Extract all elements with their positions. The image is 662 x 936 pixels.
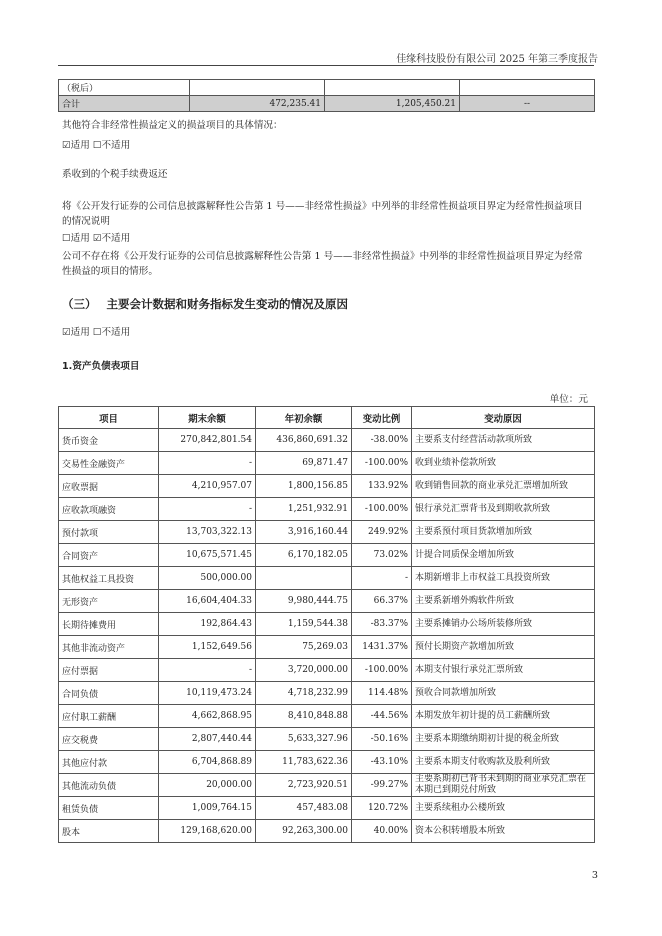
change-ratio-cell: -: [352, 567, 412, 590]
change-reason-cell: 主要系支付经营活动款项所致: [412, 429, 595, 452]
change-ratio-cell: -50.16%: [352, 728, 412, 751]
opening-balance-cell: 436,860,691.32: [256, 429, 352, 452]
ending-balance-cell: 10,119,473.24: [159, 682, 256, 705]
ending-balance-cell: 4,210,957.07: [159, 475, 256, 498]
applicable-options-2: ☐适用 ☑不适用: [62, 233, 131, 244]
section-heading: [62, 296, 348, 312]
ending-balance-cell: 10,675,571.45: [159, 544, 256, 567]
table-row: [59, 498, 595, 521]
report-header-title: 佳缘科技股份有限公司 2025 年第三季度报告: [396, 54, 598, 65]
ending-balance-cell: 4,662,868.95: [159, 705, 256, 728]
item-name-cell: 应付票据: [59, 659, 159, 682]
opening-balance-cell: 5,633,327.96: [256, 728, 352, 751]
summary-value-cell: [325, 80, 460, 96]
opening-balance-cell: 3,916,160.44: [256, 521, 352, 544]
table-row: [59, 820, 595, 843]
ending-balance-cell: -: [159, 498, 256, 521]
opening-balance-cell: 9,980,444.75: [256, 590, 352, 613]
change-ratio-cell: -100.00%: [352, 452, 412, 475]
section-number: （三）: [62, 297, 97, 311]
balance-sheet-changes-table: [58, 406, 595, 843]
column-header: 年初余额: [256, 407, 352, 429]
section-title: 主要会计数据和财务指标发生变动的情况及原因: [106, 297, 348, 311]
change-ratio-cell: -44.56%: [352, 705, 412, 728]
summary-value-cell: [460, 80, 595, 96]
opening-balance-cell: 69,871.47: [256, 452, 352, 475]
table-row: [59, 636, 595, 659]
other-items-note: 其他符合非经常性损益定义的损益项目的具体情况：: [62, 120, 283, 131]
table-row: [59, 429, 595, 452]
no-reclassification-statement: 公司不存在将《公开发行证券的公司信息披露解释性公告第 1 号——非经常性损益》中列举的非经常性损益项目界定为经常性损益的项目的情形。: [62, 251, 583, 277]
opening-balance-cell: 2,723,920.51: [256, 774, 352, 797]
reclassification-note: 将《公开发行证券的公司信息披露解释性公告第 1 号——非经常性损益》中列举的非经常性损益项目界定为经常性损益项目的情况说明: [62, 201, 583, 227]
balance-sheet-subheading: 1.资产负债表项目: [62, 361, 140, 372]
opening-balance-cell: [256, 567, 352, 590]
item-name-cell: 长期待摊费用: [59, 613, 159, 636]
table-row: [59, 452, 595, 475]
ending-balance-cell: -: [159, 452, 256, 475]
item-name-cell: 其他权益工具投资: [59, 567, 159, 590]
nonrecurring-summary-table: [58, 79, 595, 112]
ending-balance-cell: 16,604,404.33: [159, 590, 256, 613]
change-ratio-cell: 66.37%: [352, 590, 412, 613]
table-row: [59, 705, 595, 728]
tax-refund-note: 系收到的个税手续费返还: [62, 169, 168, 180]
table-row: [59, 590, 595, 613]
change-reason-cell: 本期发放年初计提的员工薪酬所致: [412, 705, 595, 728]
summary-value-cell: 472,235.41: [190, 96, 325, 112]
change-reason-cell: 主要系续租办公楼所致: [412, 797, 595, 820]
change-reason-cell: 收到销售回款的商业承兑汇票增加所致: [412, 475, 595, 498]
column-header: 项目: [59, 407, 159, 429]
change-ratio-cell: -100.00%: [352, 659, 412, 682]
ending-balance-cell: 6,704,868.89: [159, 751, 256, 774]
summary-label-cell: （税后）: [59, 80, 190, 96]
change-ratio-cell: 249.92%: [352, 521, 412, 544]
ending-balance-cell: 13,703,322.13: [159, 521, 256, 544]
ending-balance-cell: 1,152,649.56: [159, 636, 256, 659]
change-reason-cell: 主要系摊销办公场所装修所致: [412, 613, 595, 636]
ending-balance-cell: 192,864.43: [159, 613, 256, 636]
applicable-options-3: ☑适用 ☐不适用: [62, 327, 131, 338]
opening-balance-cell: 11,783,622.36: [256, 751, 352, 774]
item-name-cell: 应付职工薪酬: [59, 705, 159, 728]
item-name-cell: 合同负债: [59, 682, 159, 705]
ending-balance-cell: 270,842,801.54: [159, 429, 256, 452]
table-row: [59, 475, 595, 498]
table-header-row: [59, 407, 595, 429]
summary-label-cell: 合计: [59, 96, 190, 112]
ending-balance-cell: -: [159, 659, 256, 682]
opening-balance-cell: 8,410,848.88: [256, 705, 352, 728]
column-header: 变动比例: [352, 407, 412, 429]
item-name-cell: 应收款项融资: [59, 498, 159, 521]
change-ratio-cell: -99.27%: [352, 774, 412, 797]
item-name-cell: 租赁负债: [59, 797, 159, 820]
item-name-cell: 无形资产: [59, 590, 159, 613]
ending-balance-cell: 129,168,620.00: [159, 820, 256, 843]
ending-balance-cell: 500,000.00: [159, 567, 256, 590]
opening-balance-cell: 457,483.08: [256, 797, 352, 820]
opening-balance-cell: 1,800,156.85: [256, 475, 352, 498]
change-ratio-cell: 133.92%: [352, 475, 412, 498]
change-ratio-cell: 73.02%: [352, 544, 412, 567]
table-row: [59, 659, 595, 682]
change-reason-cell: 资本公积转增股本所致: [412, 820, 595, 843]
opening-balance-cell: 6,170,182.05: [256, 544, 352, 567]
item-name-cell: 预付款项: [59, 521, 159, 544]
summary-row: [59, 96, 595, 112]
opening-balance-cell: 92,263,300.00: [256, 820, 352, 843]
item-name-cell: 应收票据: [59, 475, 159, 498]
table-row: [59, 521, 595, 544]
table-row: [59, 728, 595, 751]
change-reason-cell: 预收合同款增加所致: [412, 682, 595, 705]
item-name-cell: 其他应付款: [59, 751, 159, 774]
table-row: [59, 613, 595, 636]
ending-balance-cell: 2,807,440.44: [159, 728, 256, 751]
item-name-cell: 合同资产: [59, 544, 159, 567]
table-row: [59, 544, 595, 567]
item-name-cell: 交易性金融资产: [59, 452, 159, 475]
table-row: [59, 774, 595, 797]
change-ratio-cell: -83.37%: [352, 613, 412, 636]
change-ratio-cell: 1431.37%: [352, 636, 412, 659]
change-reason-cell: 收到业绩补偿款所致: [412, 452, 595, 475]
change-reason-cell: 主要系本期支付收购款及股利所致: [412, 751, 595, 774]
change-reason-cell: 计提合同质保金增加所致: [412, 544, 595, 567]
change-reason-cell: 主要系本期缴纳期初计提的税金所致: [412, 728, 595, 751]
header-divider: [58, 65, 594, 66]
opening-balance-cell: 4,718,232.99: [256, 682, 352, 705]
summary-value-cell: --: [460, 96, 595, 112]
summary-value-cell: [190, 80, 325, 96]
change-reason-cell: 预付长期资产款增加所致: [412, 636, 595, 659]
applicable-options-1: ☑适用 ☐不适用: [62, 140, 131, 151]
change-reason-cell: 银行承兑汇票背书及到期收款所致: [412, 498, 595, 521]
item-name-cell: 股本: [59, 820, 159, 843]
ending-balance-cell: 20,000.00: [159, 774, 256, 797]
change-reason-cell: 主要系预付项目货款增加所致: [412, 521, 595, 544]
change-ratio-cell: 120.72%: [352, 797, 412, 820]
change-ratio-cell: 114.48%: [352, 682, 412, 705]
table-row: [59, 751, 595, 774]
unit-label: 单位：元: [549, 394, 588, 405]
summary-value-cell: 1,205,450.21: [325, 96, 460, 112]
change-reason-cell: 本期新增非上市权益工具投资所致: [412, 567, 595, 590]
change-ratio-cell: -43.10%: [352, 751, 412, 774]
column-header: 期末余额: [159, 407, 256, 429]
change-reason-cell: 主要系期初已背书未到期的商业承兑汇票在本期已到期兑付所致: [412, 774, 595, 797]
item-name-cell: 应交税费: [59, 728, 159, 751]
item-name-cell: 其他非流动资产: [59, 636, 159, 659]
table-row: [59, 797, 595, 820]
column-header: 变动原因: [412, 407, 595, 429]
change-ratio-cell: -100.00%: [352, 498, 412, 521]
opening-balance-cell: 3,720,000.00: [256, 659, 352, 682]
change-reason-cell: 主要系新增外购软件所致: [412, 590, 595, 613]
opening-balance-cell: 1,159,544.38: [256, 613, 352, 636]
opening-balance-cell: 1,251,932.91: [256, 498, 352, 521]
change-ratio-cell: -38.00%: [352, 429, 412, 452]
change-ratio-cell: 40.00%: [352, 820, 412, 843]
opening-balance-cell: 75,269.03: [256, 636, 352, 659]
summary-row: [59, 80, 595, 96]
item-name-cell: 其他流动负债: [59, 774, 159, 797]
change-reason-cell: 本期支付银行承兑汇票所致: [412, 659, 595, 682]
table-row: [59, 567, 595, 590]
table-row: [59, 682, 595, 705]
page-number: 3: [591, 870, 598, 881]
item-name-cell: 货币资金: [59, 429, 159, 452]
ending-balance-cell: 1,009,764.15: [159, 797, 256, 820]
